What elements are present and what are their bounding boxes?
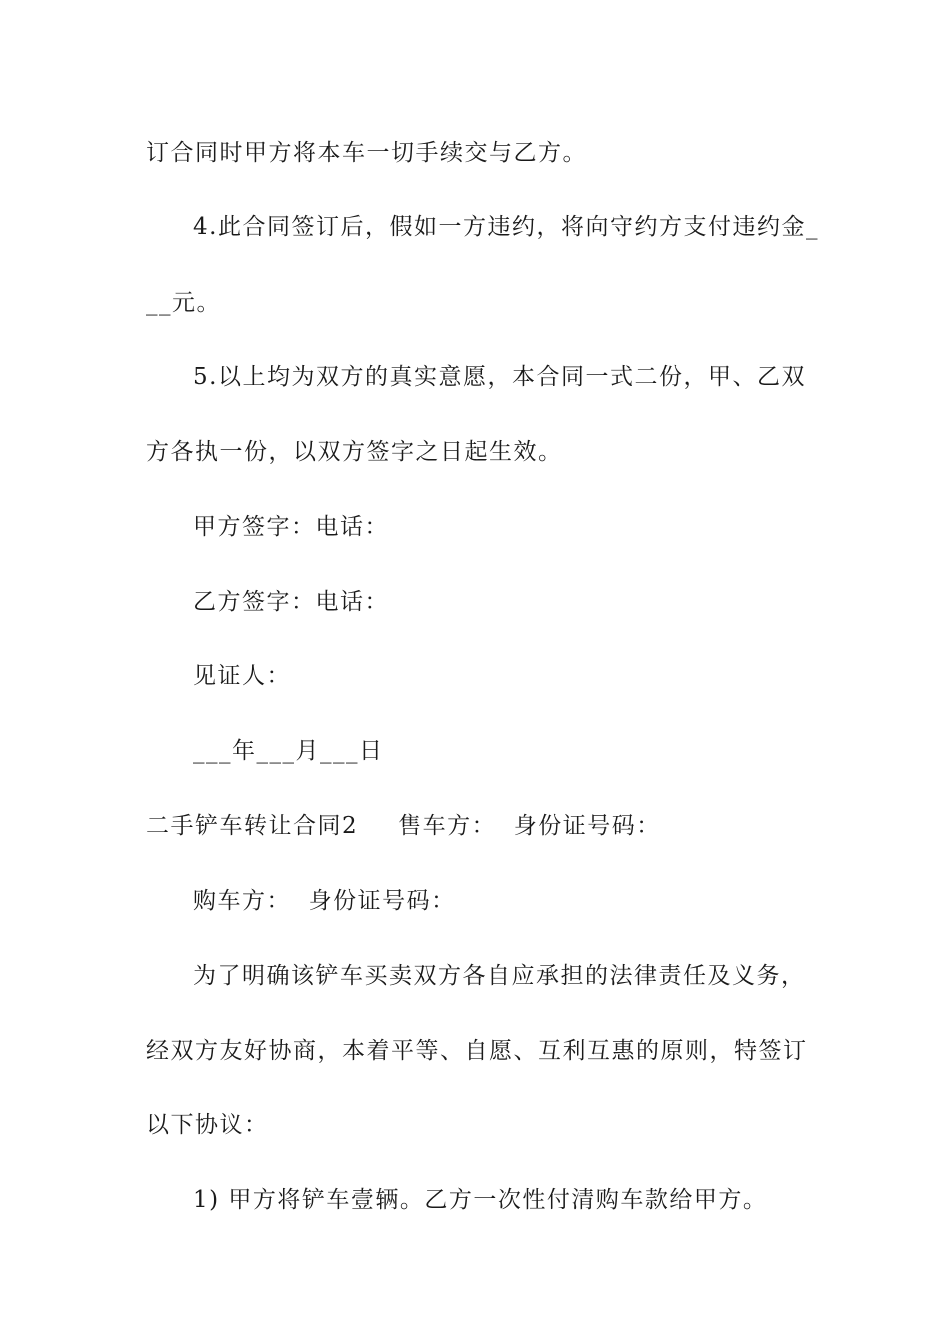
paragraph-line: 订合同时甲方将本车一切手续交与乙方。 — [146, 140, 587, 166]
contract-2-heading-line — [146, 811, 661, 841]
intro-paragraph-line-2: 经双方友好协商，本着平等、自愿、互利互惠的原则，特签订 — [146, 1038, 808, 1064]
clause-4-line-2: __元。 — [146, 290, 221, 316]
clause-1-line: 1) 甲方将铲车壹辆。乙方一次性付清购车款给甲方。 — [193, 1187, 768, 1213]
buyer-id-line: 购车方： 身份证号码： — [193, 888, 456, 914]
clause-5-line-1: 5.以上均为双方的真实意愿，本合同一式二份，甲、乙双 — [193, 364, 806, 390]
party-b-signature-line: 乙方签字：电话： — [193, 589, 389, 615]
clause-4-line-1: 4.此合同签订后，假如一方违约，将向守约方支付违约金_ — [193, 214, 819, 240]
date-line: ___年___月___日 — [193, 738, 384, 764]
contract-2-title: 二手铲车转让合同2 — [146, 813, 359, 839]
party-a-signature-line: 甲方签字：电话： — [193, 514, 389, 540]
witness-line: 见证人： — [193, 663, 291, 689]
intro-paragraph-line-1: 为了明确该铲车买卖双方各自应承担的法律责任及义务， — [193, 963, 806, 989]
clause-5-line-2: 方各执一份，以双方签字之日起生效。 — [146, 439, 563, 465]
seller-id-label: 售车方： 身份证号码： — [398, 813, 661, 839]
intro-paragraph-line-3: 以下协议： — [146, 1112, 269, 1138]
